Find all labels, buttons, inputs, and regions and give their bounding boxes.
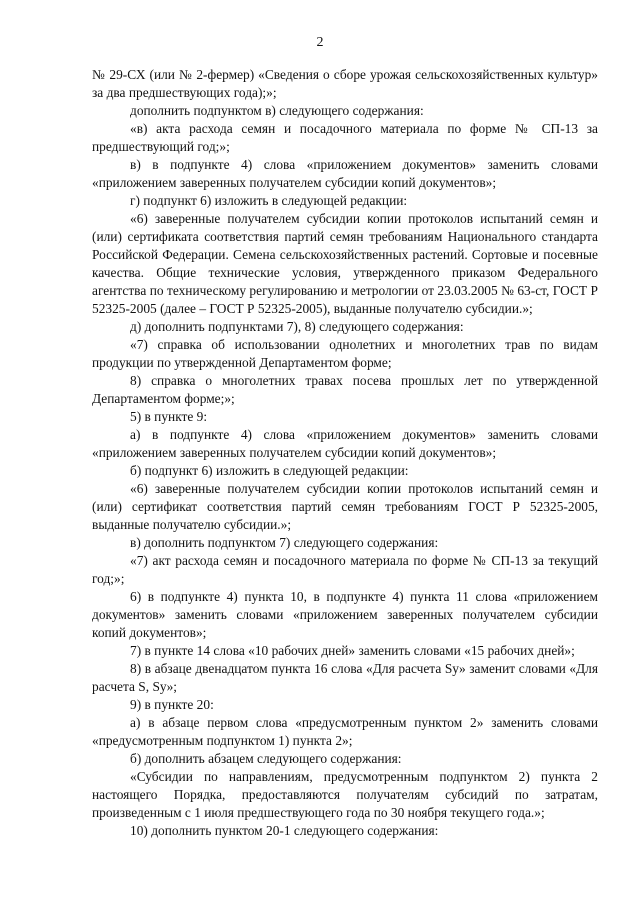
- paragraph: 6) в подпункте 4) пункта 10, в подпункте 4) пункта 11 слова «приложением документов» заменить словами «приложением заверенных получателем субсидии копий документов»;: [92, 589, 598, 640]
- paragraph: 5) в пункте 9:: [130, 409, 208, 424]
- paragraph: «6) заверенные получателем субсидии копии протоколов испытаний семян и (или) сертификата соответствия партий семян требованиям Национального стандарта Российской Федерации. Семена сельскохозяйственных растений. Сортовые и посевные качества. Общие технические условия, утвержденного приказом Федерального агентства по техническому регулированию и метрологии от 23.03.2005 № 63-ст, ГОСТ Р 52325-2005 (далее – ГОСТ Р 52325-2005), выданные получателю субсидии.»;: [92, 211, 598, 316]
- paragraph: «6) заверенные получателем субсидии копии протоколов испытаний семян и (или) сертификат соответствия партий семян требованиям ГОСТ Р 52325-2005, выданные получателю субсидии.»;: [92, 481, 598, 532]
- paragraph: 9) в пункте 20:: [130, 697, 214, 712]
- paragraph: «7) акт расхода семян и посадочного материала по форме № СП-13 за текущий год;»;: [92, 553, 598, 586]
- paragraph: б) дополнить абзацем следующего содержания:: [130, 751, 402, 766]
- paragraph: д) дополнить подпунктами 7), 8) следующего содержания:: [130, 319, 464, 334]
- page-number: 2: [316, 35, 324, 50]
- document-body: [92, 66, 598, 840]
- paragraph: г) подпункт 6) изложить в следующей редакции:: [130, 193, 408, 208]
- paragraph: а) в абзаце первом слова «предусмотренным пунктом 2» заменить словами «предусмотренным подпунктом 1) пункта 2»;: [92, 715, 598, 748]
- paragraph: «7) справка об использовании однолетних и многолетних трав по видам продукции по утвержденной Департаментом форме;: [92, 337, 598, 370]
- paragraph: 10) дополнить пунктом 20-1 следующего содержания:: [130, 823, 439, 838]
- paragraph: № 29-СХ (или № 2-фермер) «Сведения о сборе урожая сельскохозяйственных культур» за два предшествующих года);»;: [92, 67, 598, 100]
- paragraph: в) дополнить подпунктом 7) следующего содержания:: [130, 535, 439, 550]
- paragraph: б) подпункт 6) изложить в следующей редакции:: [130, 463, 409, 478]
- paragraph: в) в подпункте 4) слова «приложением документов» заменить словами «приложением заверенных получателем субсидии копий документов»;: [92, 157, 598, 190]
- paragraph: 8) справка о многолетних травах посева прошлых лет по утвержденной Департаментом форме;»;: [92, 373, 598, 406]
- paragraph: а) в подпункте 4) слова «приложением документов» заменить словами «приложением заверенных получателем субсидии копий документов»;: [92, 427, 598, 460]
- paragraph: «в) акта расхода семян и посадочного материала по форме № СП-13 за предшествующий год;»;: [92, 121, 598, 154]
- paragraph: «Субсидии по направлениям, предусмотренным подпунктом 2) пункта 2 настоящего Порядка, предоставляются получателям субсидий по затратам, произведенным с 1 июля предшествующего года по 30 ноября текущего года.»;: [92, 769, 598, 820]
- paragraph: дополнить подпунктом в) следующего содержания:: [130, 103, 424, 118]
- paragraph: 7) в пункте 14 слова «10 рабочих дней» заменить словами «15 рабочих дней»;: [130, 643, 575, 658]
- paragraph: 8) в абзаце двенадцатом пункта 16 слова «Для расчета Sy» заменит словами «Для расчета S, Sy»;: [92, 661, 598, 694]
